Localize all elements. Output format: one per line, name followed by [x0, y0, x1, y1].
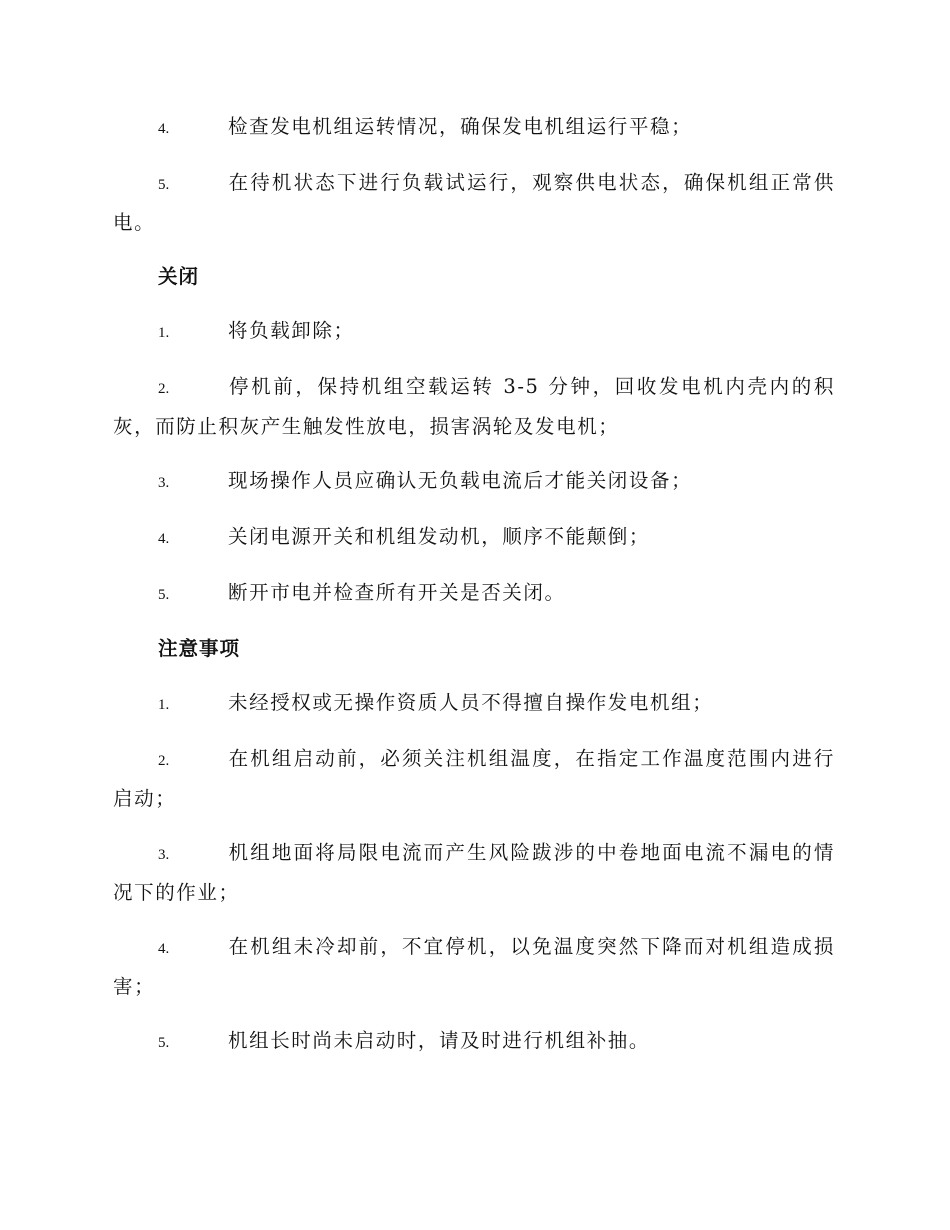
- list-item: [113, 462, 835, 502]
- item-number: 5.: [158, 587, 170, 603]
- item-number: 4.: [158, 121, 170, 137]
- item-text: 机组地面将局限电流而产生风险跋涉的中卷地面电流不漏电的情况下的作业；: [113, 841, 835, 904]
- item-number: 1.: [158, 325, 170, 341]
- list-item: [113, 312, 835, 352]
- item-number: 1.: [158, 697, 170, 713]
- list-item: [113, 740, 835, 818]
- item-text: 现场操作人员应确认无负载电流后才能关闭设备；: [228, 469, 693, 492]
- item-text: 检查发电机组运转情况，确保发电机组运行平稳；: [228, 115, 693, 138]
- item-number: 5.: [158, 1035, 170, 1051]
- document-body: [113, 108, 835, 1078]
- item-text: 将负载卸除；: [228, 319, 355, 342]
- list-item: [113, 164, 835, 242]
- item-text: 停机前，保持机组空载运转 3-5 分钟，回收发电机内壳内的积灰，而防止积灰产生触发性放电，损害涡轮及发电机；: [113, 375, 835, 438]
- item-number: 3.: [158, 847, 170, 863]
- item-text: 在机组启动前，必须关注机组温度，在指定工作温度范围内进行启动；: [113, 747, 835, 810]
- list-item: [113, 1022, 835, 1062]
- item-number: 3.: [158, 475, 170, 491]
- list-item: [113, 108, 835, 148]
- item-text: 在机组未冷却前，不宜停机，以免温度突然下降而对机组造成损害；: [113, 935, 835, 998]
- item-number: 2.: [158, 381, 170, 397]
- list-item: [113, 834, 835, 912]
- list-item: [113, 928, 835, 1006]
- item-text: 在待机状态下进行负载试运行，观察供电状态，确保机组正常供电。: [113, 171, 835, 234]
- item-text: 断开市电并检查所有开关是否关闭。: [228, 581, 566, 604]
- list-item: [113, 574, 835, 614]
- list-item: [113, 518, 835, 558]
- item-number: 4.: [158, 941, 170, 957]
- section-heading-close: 关闭: [158, 265, 200, 288]
- item-text: 关闭电源开关和机组发动机，顺序不能颠倒；: [228, 525, 651, 548]
- list-item: [113, 684, 835, 724]
- item-number: 5.: [158, 177, 170, 193]
- item-text: 机组长时尚未启动时，请及时进行机组补抽。: [228, 1029, 651, 1052]
- item-text: 未经授权或无操作资质人员不得擅自操作发电机组；: [228, 691, 714, 714]
- list-item: [113, 368, 835, 446]
- item-number: 4.: [158, 531, 170, 547]
- item-number: 2.: [158, 753, 170, 769]
- section-heading-notes: 注意事项: [158, 637, 241, 660]
